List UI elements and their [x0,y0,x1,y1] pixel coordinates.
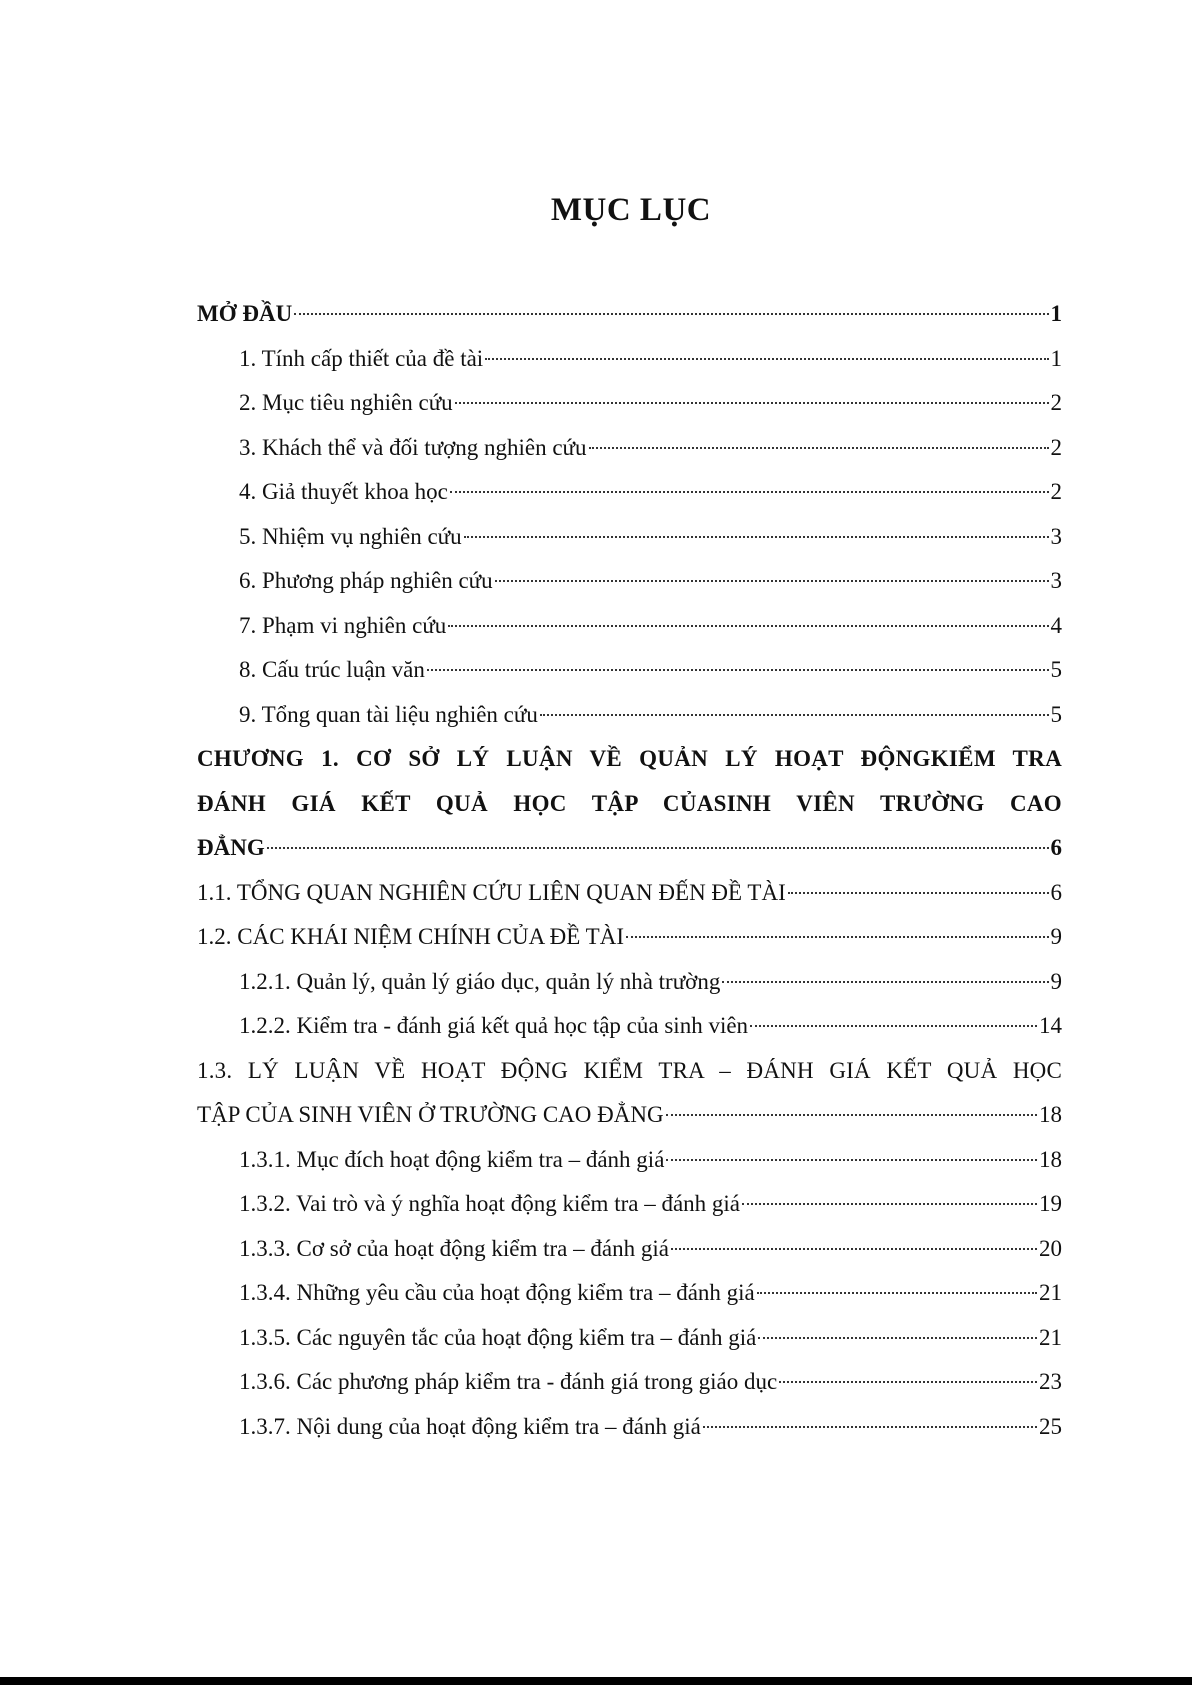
toc-entry-label: TẬP CỦA SINH VIÊN Ở TRƯỜNG CAO ĐẲNG [197,1102,664,1127]
toc-entry[interactable] [197,1182,1062,1227]
toc-entry-label: 1.1. TỔNG QUAN NGHIÊN CỨU LIÊN QUAN ĐẾN ĐỀ TÀI [197,879,786,905]
toc-entry[interactable] [197,1227,1062,1272]
toc-entry[interactable] [197,648,1062,693]
dot-leader [448,625,1048,627]
dot-leader [742,1203,1037,1205]
toc-page-number: 18 [1039,1102,1062,1127]
toc-page-number: 21 [1039,1280,1062,1305]
toc-page-number: 3 [1050,568,1062,593]
toc-entry-label-line: 1.3. LÝ LUẬN VỀ HOẠT ĐỘNG KIỂM TRA – ĐÁNH GIÁ KẾT QUẢ HỌC [197,1057,1062,1083]
dot-leader [666,1114,1037,1116]
page-title: MỤC LỤC [550,192,712,228]
toc-page-number: 25 [1039,1413,1062,1439]
toc-entry-label: MỞ ĐẦU [197,301,293,326]
dot-leader [666,1159,1037,1161]
toc-entry-label: 1.3.2. Vai trò và ý nghĩa hoạt động kiểm tra – đánh giá [239,1191,741,1216]
toc-entry-label-line: ĐÁNH GIÁ KẾT QUẢ HỌC TẬP CỦASINH VIÊN TRƯỜNG CAO [197,790,1062,816]
toc-entry-label: 1. Tính cấp thiết của đề tài [239,345,484,371]
dot-leader [788,892,1049,894]
toc-entry-label: 1.3.1. Mục đích hoạt động kiểm tra – đánh giá [239,1146,665,1172]
toc-entry[interactable] [197,337,1062,382]
toc-entry[interactable] [197,292,1062,337]
dot-leader [450,491,1049,493]
toc-entry[interactable] [197,604,1062,649]
toc-page-number: 21 [1039,1324,1062,1350]
toc-entry-label: 1.2.1. Quản lý, quản lý giáo dục, quản lý nhà trường [239,968,721,994]
toc-entry-label: 9. Tổng quan tài liệu nghiên cứu [239,701,538,727]
toc-entry[interactable] [197,960,1062,1005]
toc-entry [197,1093,1062,1138]
toc-page-number: 5 [1050,701,1062,727]
toc-entry[interactable] [197,915,1062,960]
toc-page-number: 9 [1050,968,1062,994]
table-of-contents [197,292,1062,1449]
toc-entry-label: 6. Phương pháp nghiên cứu [239,568,493,593]
dot-leader [294,313,1048,315]
toc-page-number: 18 [1039,1146,1062,1172]
dot-leader [757,1292,1037,1294]
toc-entry-label: 1.3.3. Cơ sở của hoạt động kiểm tra – đánh giá [239,1235,669,1261]
bottom-border [0,1677,1192,1685]
dot-leader [540,714,1049,716]
toc-entry[interactable] [197,559,1062,604]
dot-leader [722,981,1048,983]
toc-page-number: 20 [1039,1235,1062,1261]
toc-page-number: 23 [1039,1369,1062,1394]
toc-entry-label: 1.3.5. Các nguyên tắc của hoạt động kiểm tra – đánh giá [239,1324,757,1350]
toc-page-number: 3 [1050,523,1062,549]
dot-leader [626,936,1049,938]
dot-leader [589,447,1049,449]
toc-section-entry[interactable] [197,1049,1062,1138]
toc-page-number: 4 [1050,612,1062,638]
dot-leader [427,669,1049,671]
toc-page-number: 6 [1050,835,1062,860]
toc-page-number: 1 [1050,301,1062,326]
toc-entry[interactable] [197,1316,1062,1361]
dot-leader [750,1025,1037,1027]
dot-leader [703,1426,1037,1428]
toc-entry-label: 1.2.2. Kiểm tra - đánh giá kết quả học tập của sinh viên [239,1013,749,1038]
toc-entry[interactable] [197,381,1062,426]
toc-page-number: 2 [1050,479,1062,504]
toc-entry[interactable] [197,470,1062,515]
toc-entry-label: 8. Cấu trúc luận văn [239,657,425,682]
dot-leader [464,536,1049,538]
toc-entry[interactable] [197,1271,1062,1316]
toc-page-number: 19 [1039,1191,1062,1216]
toc-page-number: 2 [1050,434,1062,460]
dot-leader [495,580,1049,582]
toc-entry-label: 2. Mục tiêu nghiên cứu [239,390,453,415]
toc-page-number: 5 [1050,657,1062,682]
toc-entry-label: 1.3.6. Các phương pháp kiểm tra - đánh giá trong giáo dục [239,1369,778,1394]
toc-entry-label: 1.3.7. Nội dung của hoạt động kiểm tra – đánh giá [239,1413,701,1439]
toc-entry-label: 7. Phạm vi nghiên cứu [239,612,447,638]
toc-page-number: 1 [1050,345,1062,371]
toc-page-number: 9 [1050,924,1062,949]
toc-page-number: 6 [1050,879,1062,905]
toc-page-number: 14 [1039,1013,1062,1038]
toc-entry[interactable] [197,1004,1062,1049]
toc-entry-label-line: CHƯƠNG 1. CƠ SỞ LÝ LUẬN VỀ QUẢN LÝ HOẠT ĐỘNGKIỂM TRA [197,746,1062,771]
dot-leader [779,1381,1037,1383]
toc-entry-label: 1.2. CÁC KHÁI NIỆM CHÍNH CỦA ĐỀ TÀI [197,924,624,949]
dot-leader [267,847,1049,849]
toc-entry-label: 1.3.4. Những yêu cầu của hoạt động kiểm tra – đánh giá [239,1280,755,1305]
toc-entry [197,826,1062,871]
dot-leader [671,1248,1037,1250]
dot-leader [485,358,1048,360]
toc-entry[interactable] [197,1360,1062,1405]
toc-entry[interactable] [197,515,1062,560]
toc-page-number: 2 [1050,390,1062,415]
toc-entry-label: ĐẲNG [197,835,265,860]
toc-entry-label: 3. Khách thể và đối tượng nghiên cứu [239,434,587,460]
toc-entry[interactable] [197,1405,1062,1450]
toc-entry-label: 4. Giả thuyết khoa học [239,479,448,504]
toc-entry[interactable] [197,426,1062,471]
toc-entry-label: 5. Nhiệm vụ nghiên cứu [239,523,462,549]
toc-entry[interactable] [197,693,1062,738]
dot-leader [455,402,1049,404]
toc-chapter-entry[interactable] [197,737,1062,871]
toc-entry[interactable] [197,871,1062,916]
dot-leader [758,1337,1037,1339]
toc-entry[interactable] [197,1138,1062,1183]
